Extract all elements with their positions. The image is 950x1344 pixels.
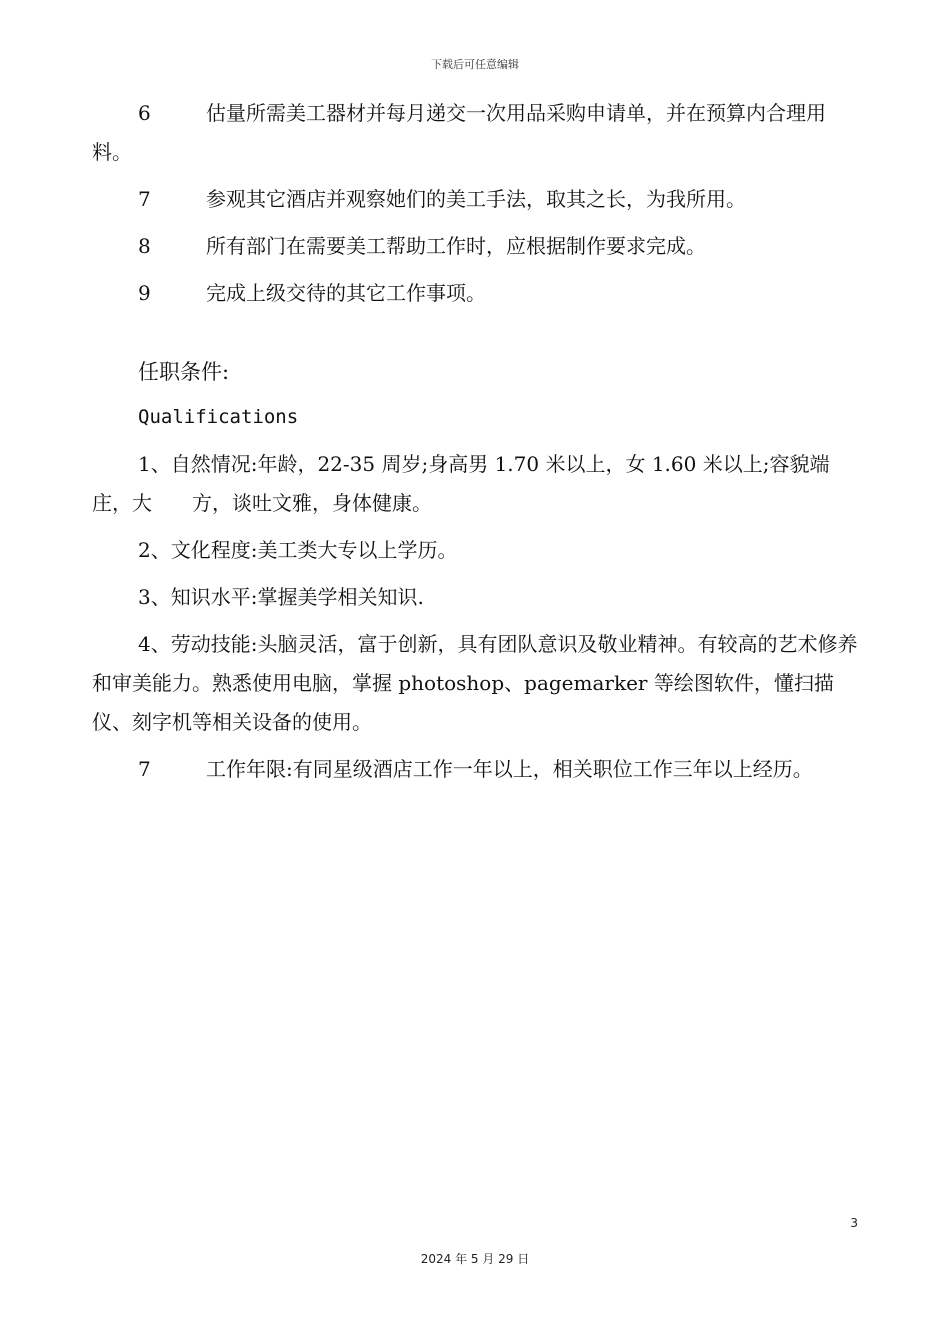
duty-number: 8 [138,234,151,258]
page-number: 3 [850,1216,858,1230]
qualification-item-1: 1、自然情况:年龄，22-35 周岁;身高男 1.70 米以上，女 1.60 米以上;容貌端庄，大 方，谈吐文雅，身体健康。 [92,452,830,515]
duty-item-6 [92,94,862,172]
duty-text: 完成上级交待的其它工作事项。 [206,281,486,305]
duty-number: 6 [138,101,151,125]
duty-item-7 [92,180,862,219]
duty-text: 参观其它酒店并观察她们的美工手法，取其之长，为我所用。 [206,187,746,211]
duty-item-8 [92,227,862,266]
qualification-item-2: 2、文化程度:美工类大专以上学历。 [138,538,458,562]
qualification-item-work-years [92,750,862,789]
footer-date: 2024 年 5 月 29 日 [420,1252,530,1266]
qualifications-subheading: Qualifications [138,406,299,428]
qualification-number: 7 [138,757,151,781]
qualification-item-3: 3、知识水平:掌握美学相关知识. [138,585,424,609]
qualifications-heading: 任职条件: [138,360,230,384]
document-body [92,94,862,797]
duty-number: 7 [138,187,151,211]
duty-text: 估量所需美工器材并每月递交一次用品采购申请单，并在预算内合理用料。 [92,101,826,164]
duty-item-9 [92,274,862,313]
qualification-text: 工作年限:有同星级酒店工作一年以上，相关职位工作三年以上经历。 [206,757,813,781]
qualification-item-4: 4、劳动技能:头脑灵活，富于创新，具有团队意识及敬业精神。有较高的艺术修养和审美能力。熟悉使用电脑，掌握 photoshop、pagemarker 等绘图软件，懂扫描仪、刻字机等相关设备的使用。 [92,632,858,734]
duty-number: 9 [138,281,151,305]
page-header: 下载后可任意编辑 [431,58,519,71]
duty-text: 所有部门在需要美工帮助工作时，应根据制作要求完成。 [206,234,706,258]
